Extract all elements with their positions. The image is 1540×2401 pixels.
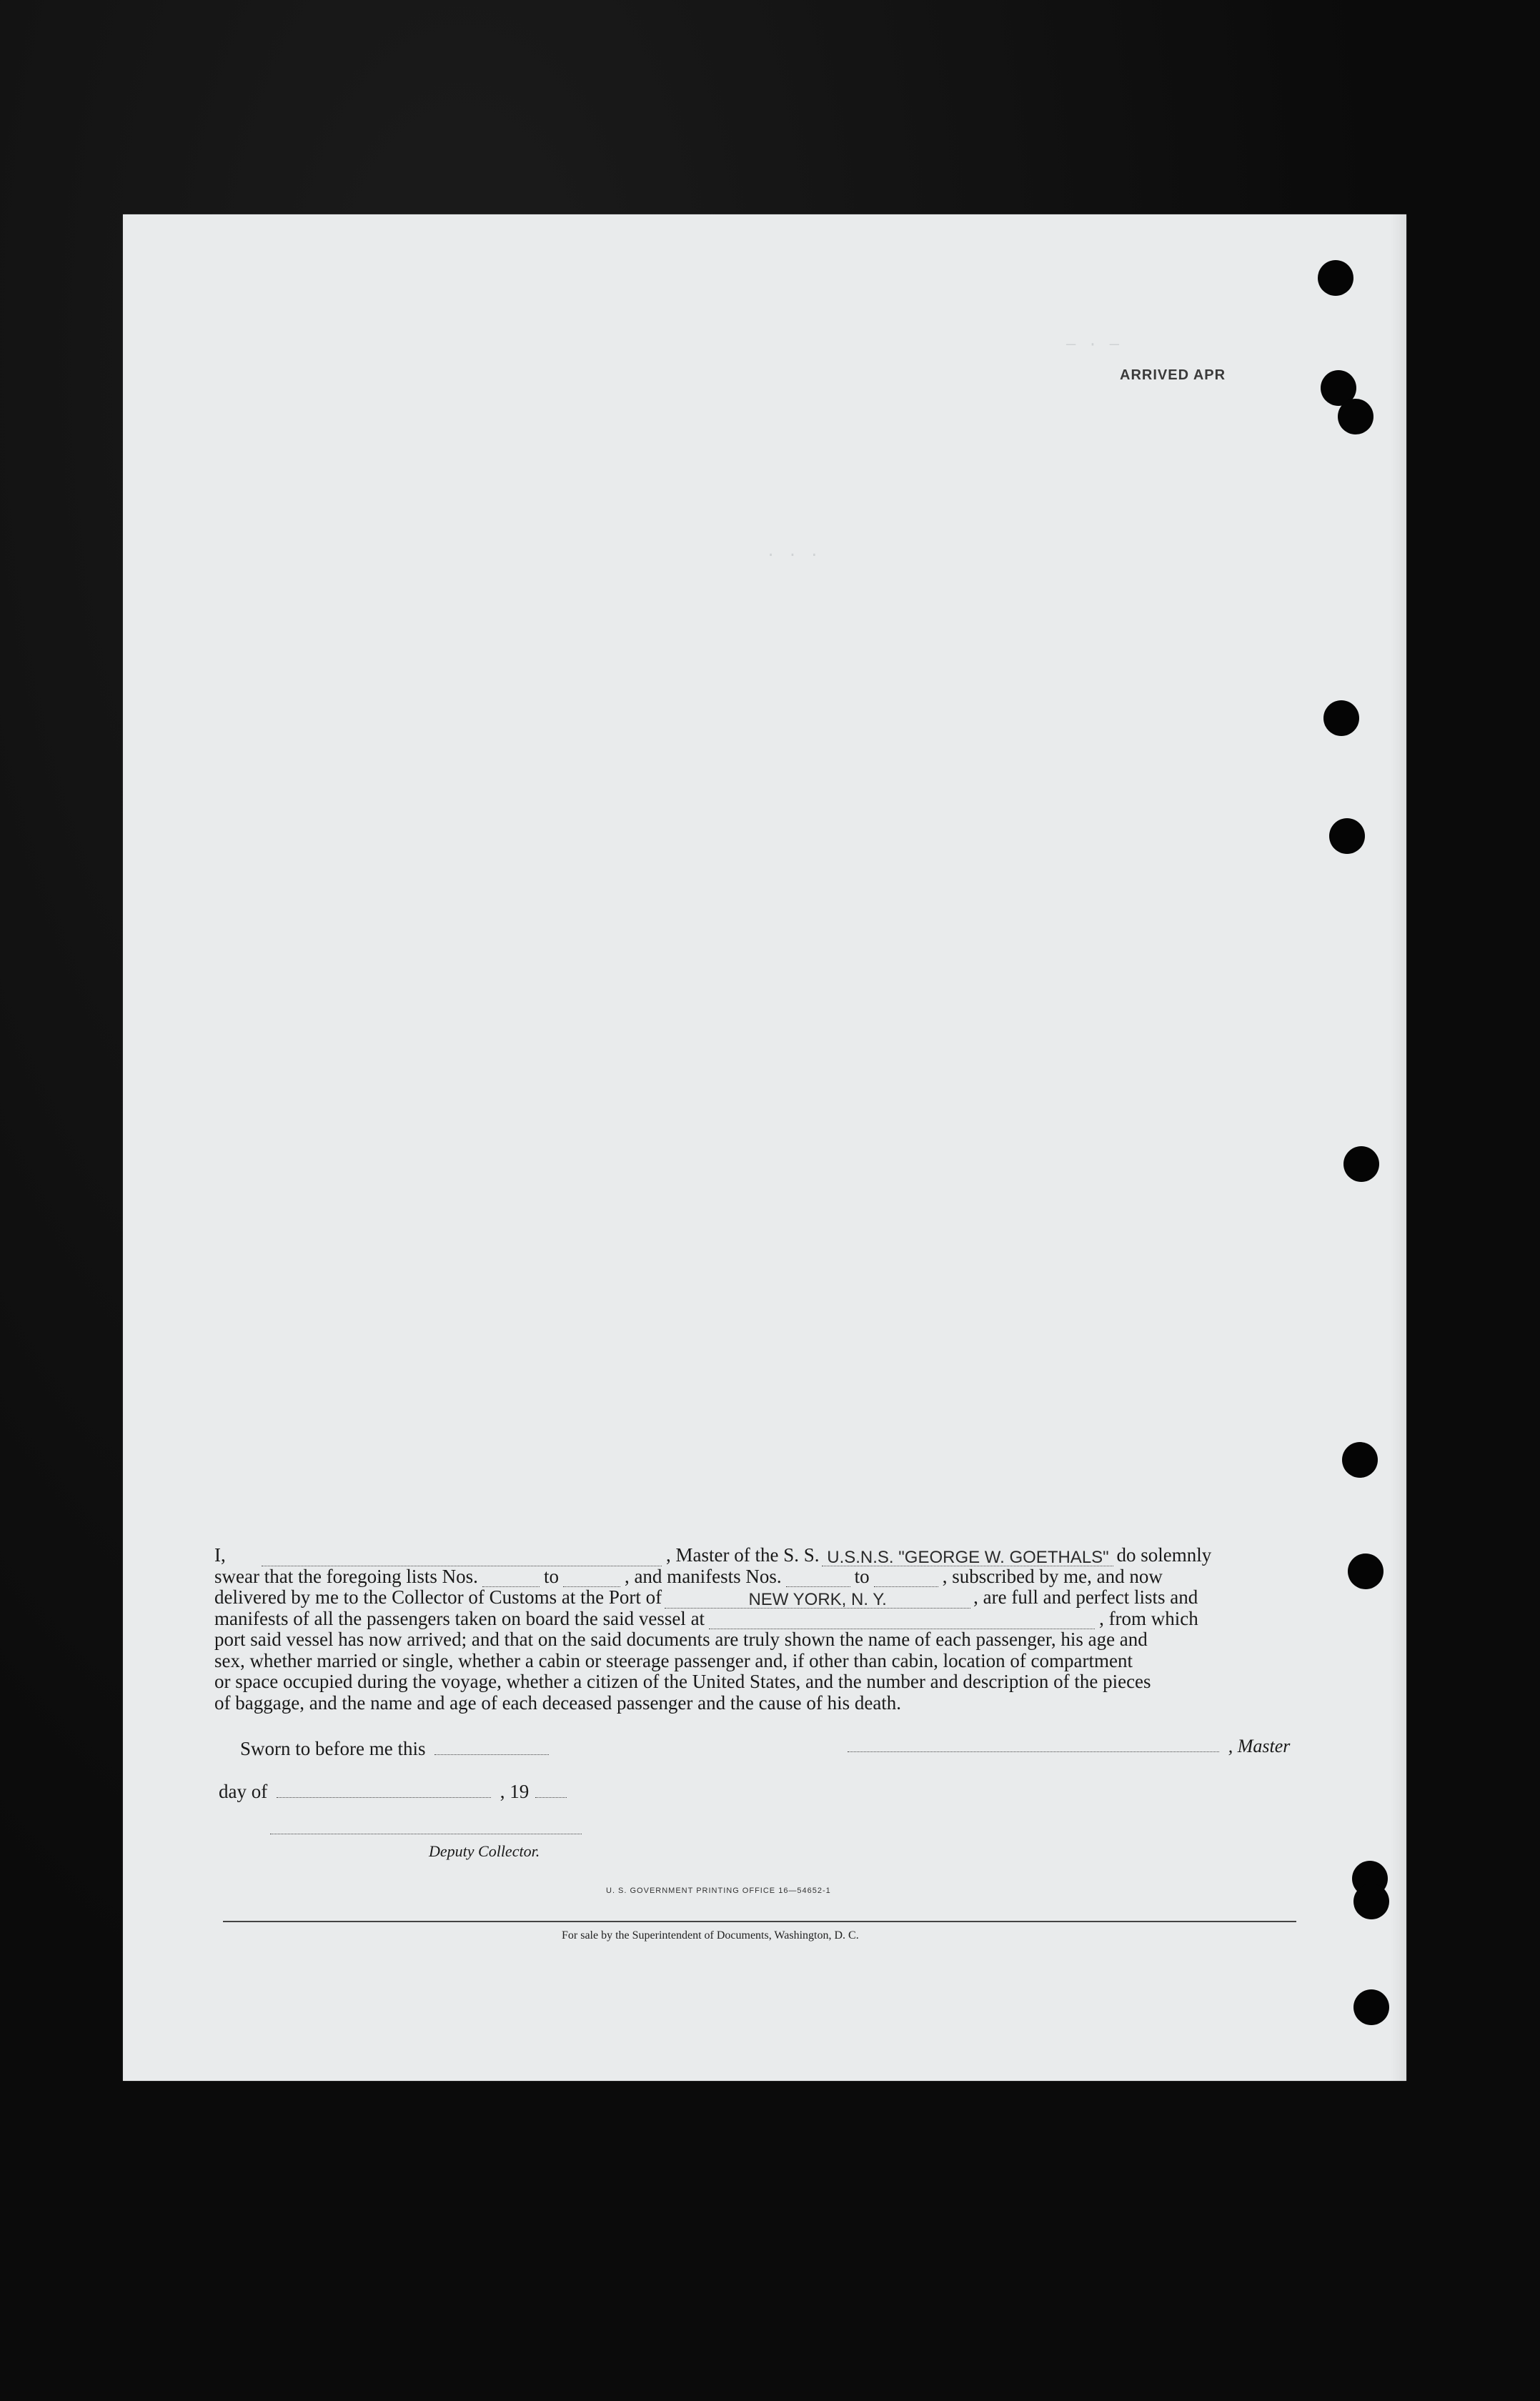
oath-text: I,: [214, 1544, 226, 1566]
deputy-signature-field[interactable]: [270, 1824, 582, 1834]
lists-to-field[interactable]: [563, 1572, 620, 1587]
punch-hole: [1348, 1554, 1383, 1589]
sworn-row: [240, 1738, 553, 1760]
stamp-smudge: ARRIVED APR: [1120, 367, 1226, 383]
oath-line-2: [214, 1566, 1301, 1588]
punch-hole: [1353, 1989, 1389, 2025]
printer-imprint: U. S. GOVERNMENT PRINTING OFFICE 16—54652-1: [606, 1886, 831, 1895]
oath-text: swear that the foregoing lists Nos.: [214, 1565, 478, 1587]
oath-text: to: [854, 1565, 870, 1587]
punch-hole: [1318, 260, 1353, 296]
manifests-to-field[interactable]: [874, 1572, 938, 1587]
year-field[interactable]: [535, 1783, 567, 1798]
sworn-date-field[interactable]: [434, 1740, 549, 1755]
punch-hole: [1329, 818, 1365, 854]
master-name-field[interactable]: [262, 1551, 662, 1566]
master-signature-row: [843, 1735, 1290, 1757]
oath-line-4: [214, 1609, 1301, 1630]
punch-hole: [1343, 1146, 1379, 1182]
master-oath: [214, 1545, 1301, 1714]
footer-note: For sale by the Superintendent of Documents, Washington, D. C.: [562, 1929, 859, 1942]
oath-text: to: [543, 1565, 559, 1587]
punch-hole: [1342, 1442, 1378, 1478]
oath-line-1: [214, 1545, 1301, 1566]
oath-text: delivered by me to the Collector of Customs at the Port of: [214, 1586, 662, 1608]
deputy-row: [266, 1824, 586, 1834]
manifests-from-field[interactable]: [786, 1572, 850, 1587]
port-field[interactable]: NEW YORK, N. Y.: [665, 1592, 970, 1609]
oath-line-3: [214, 1587, 1301, 1609]
deputy-collector-label: Deputy Collector.: [429, 1842, 540, 1860]
deputy-label-row: [429, 1839, 540, 1861]
footer-rule: [223, 1921, 1296, 1922]
embarkation-port-field[interactable]: [709, 1614, 1095, 1629]
oath-line-8: of baggage, and the name and age of each deceased passenger and the cause of his death.: [214, 1691, 902, 1714]
vessel-name-field[interactable]: U.S.N.S. "GEORGE W. GOETHALS": [822, 1550, 1113, 1566]
punch-hole: [1323, 700, 1359, 736]
oath-text: do solemnly: [1116, 1544, 1212, 1566]
year-label: , 19: [500, 1781, 530, 1802]
oath-line-5: port said vessel has now arrived; and that on the said documents are truly shown the name of each passenger, his age and: [214, 1629, 1148, 1650]
master-signature-field[interactable]: [848, 1737, 1219, 1752]
oath-text: manifests of all the passengers taken on board the said vessel at: [214, 1607, 705, 1629]
day-of-label: day of: [219, 1781, 268, 1802]
oath-text: , Master of the S. S.: [666, 1544, 820, 1566]
oath-line-6: sex, whether married or single, whether a cabin or steerage passenger and, if other than cabin, location of compartment: [214, 1649, 1133, 1671]
master-label: , Master: [1228, 1736, 1291, 1756]
month-field[interactable]: [277, 1783, 491, 1798]
punch-hole: [1353, 1884, 1389, 1919]
punch-hole: [1338, 399, 1373, 434]
lists-from-field[interactable]: [482, 1572, 540, 1587]
sworn-label: Sworn to before me this: [240, 1738, 426, 1759]
oath-text: , from which: [1099, 1607, 1198, 1629]
page-edge-shadow: [1391, 214, 1406, 2081]
oath-text: , subscribed by me, and now: [942, 1565, 1163, 1587]
bleed-through-text: — · —: [1066, 336, 1121, 354]
oath-text: , are full and perfect lists and: [973, 1586, 1198, 1608]
oath-text: , and manifests Nos.: [624, 1565, 782, 1587]
oath-line-7: or space occupied during the voyage, whether a citizen of the United States, and the number and description of the pieces: [214, 1671, 1151, 1692]
bleed-through-text: . . .: [766, 543, 821, 561]
day-of-row: [219, 1781, 571, 1803]
